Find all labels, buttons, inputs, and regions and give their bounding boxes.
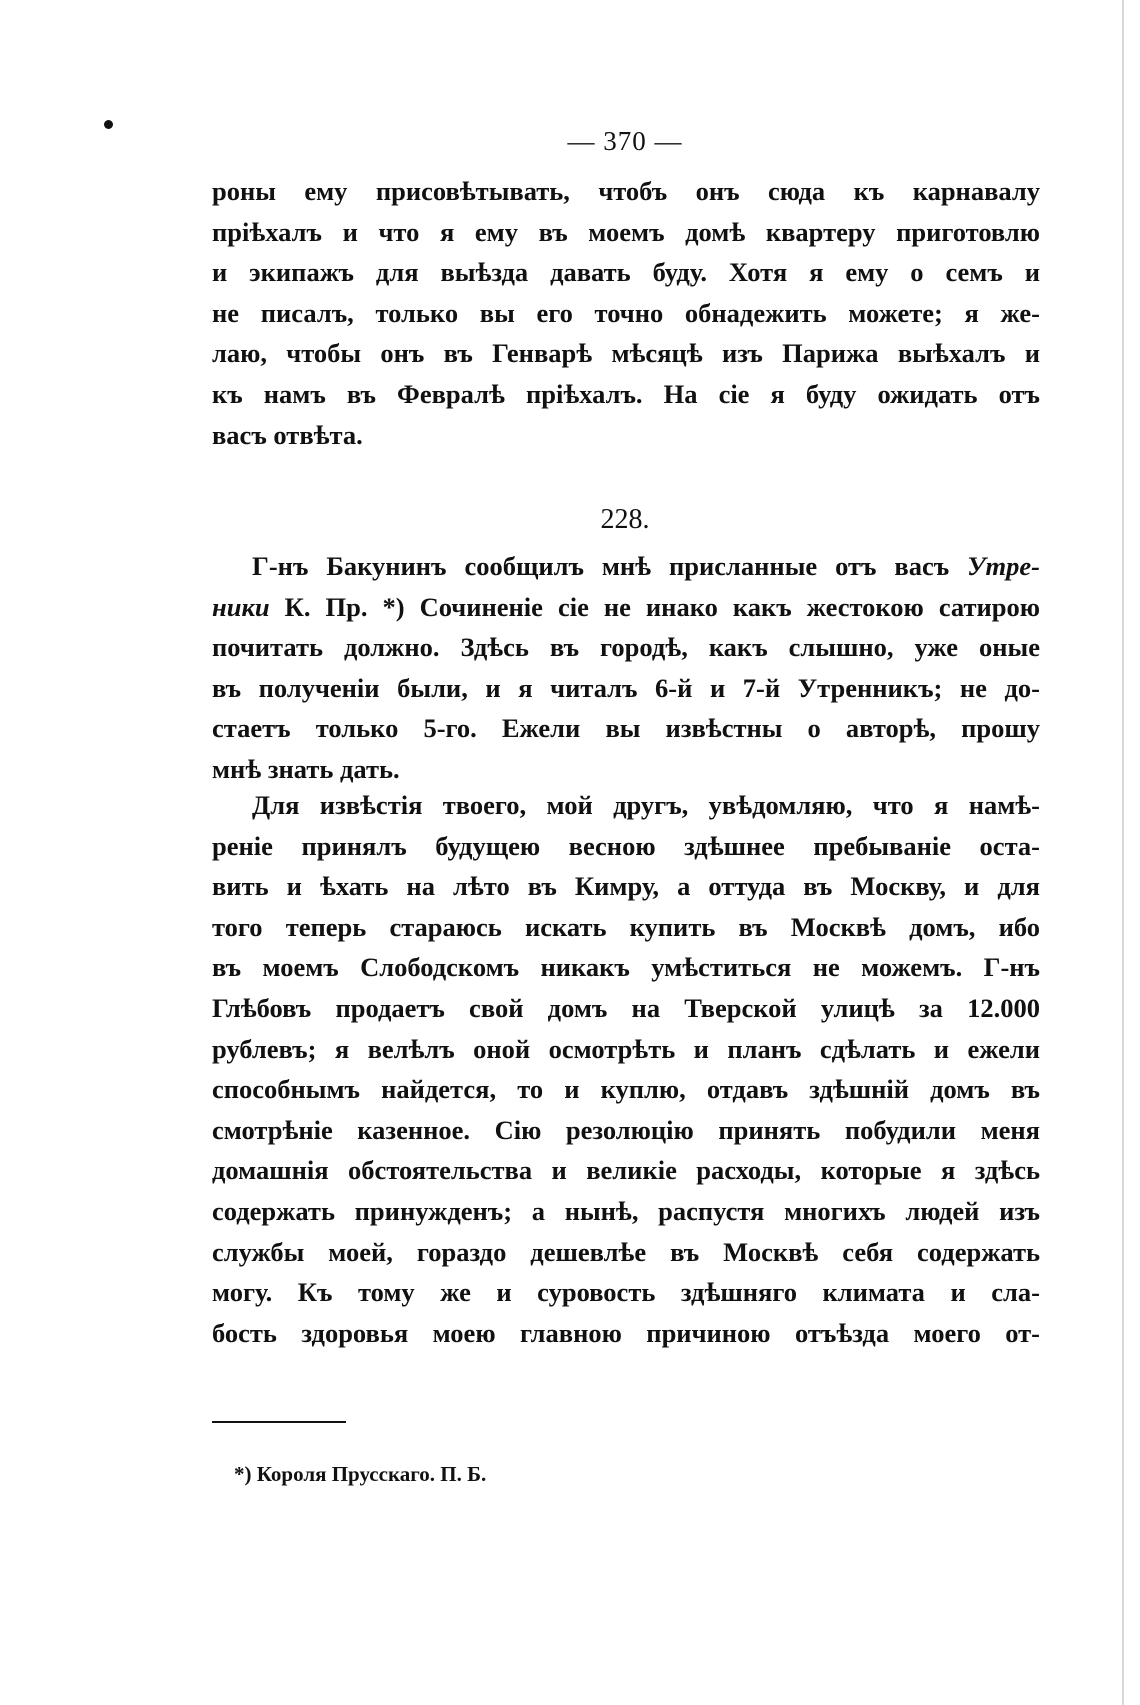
continued-paragraph [212, 171, 1040, 455]
text-line: домашнія обстоятельства и великіе расходы, которые я здѣсь [212, 1155, 1040, 1186]
text-line [212, 587, 1040, 628]
text-line: содержать принужденъ; а нынѣ, распустя многихъ людей изъ [212, 1195, 1040, 1226]
text-line: и экипажъ для выѣзда давать буду. Хотя я ему о семъ и [212, 257, 1040, 288]
page-number: — 370 — [567, 126, 683, 156]
text-segment: К. Пр. *) Сочиненіе сіе не инако какъ жестокою сатирою [269, 591, 1040, 622]
text-line: бость здоровья моею главною причиною отъѣзда моего от- [212, 1317, 1040, 1348]
italic-title: ники [212, 591, 270, 622]
text-line: стаетъ только 5-го. Ежели вы извѣстны о авторѣ, прошу [212, 713, 1040, 744]
text-line [212, 546, 1040, 587]
text-line: Глѣбовъ продаетъ свой домъ на Тверской улицѣ за 12.000 [212, 992, 1040, 1023]
text-line: того теперь стараюсь искать купить въ Москвѣ домъ, ибо [212, 911, 1040, 942]
letter-paragraph-2 [212, 785, 1040, 1353]
text-segment: Г-нъ Бакунинъ сообщилъ мнѣ присланные отъ васъ [252, 551, 968, 581]
text-line: не писалъ, только вы его точно обнадежить можете; я же- [212, 297, 1040, 328]
text-line: способнымъ найдется, то и куплю, отдавъ здѣшній домъ въ [212, 1074, 1040, 1105]
text-line: почитать должно. Здѣсь въ городѣ, какъ слышно, уже оные [212, 632, 1040, 663]
text-line: реніе принялъ будущею весною здѣшнее пребываніе оста- [212, 830, 1040, 861]
text-line: къ намъ въ Февралѣ пріѣхалъ. На сіе я буду ожидать отъ [212, 378, 1040, 409]
text-line: въ моемъ Слободскомъ никакъ умѣститься не можемъ. Г-нъ [212, 952, 1040, 983]
text-line: смотрѣніе казенное. Сію резолюцію принять побудили меня [212, 1114, 1040, 1145]
text-line: могу. Къ тому же и суровость здѣшняго климата и сла- [212, 1277, 1040, 1308]
text-line: пріѣхалъ и что я ему въ моемъ домѣ квартеру приготовлю [212, 216, 1040, 247]
italic-title: Утре- [967, 551, 1040, 581]
footnote-divider [212, 1421, 346, 1423]
letter-paragraph-1 [212, 546, 1040, 790]
text-line: роны ему присовѣтывать, чтобъ онъ сюда къ карнавалу [212, 176, 1040, 206]
text-line: въ полученіи были, и я читалъ 6-й и 7-й Утренникъ; не до- [212, 672, 1040, 703]
text-line: мнѣ знать дать. [212, 753, 400, 784]
page-edge-shadow [1122, 0, 1124, 1705]
text-line: вить и ѣхать на лѣто въ Кимру, а оттуда въ Москву, и для [212, 871, 1040, 902]
text-line: службы моей, гораздо дешевлѣе въ Москвѣ себя содержать [212, 1236, 1040, 1267]
footnote: *) Короля Прусскаго. П. Б. [234, 1462, 487, 1486]
text-line: Для извѣстія твоего, мой другъ, увѣдомляю, что я намѣ- [252, 790, 1040, 820]
text-line: лаю, чтобы онъ въ Генварѣ мѣсяцѣ изъ Парижа выѣхалъ и [212, 338, 1040, 369]
text-line: рублевъ; я велѣлъ оной осмотрѣть и планъ сдѣлать и ежели [212, 1033, 1040, 1064]
text-line: васъ отвѣта. [212, 419, 363, 450]
letter-number: 228. [600, 504, 650, 535]
